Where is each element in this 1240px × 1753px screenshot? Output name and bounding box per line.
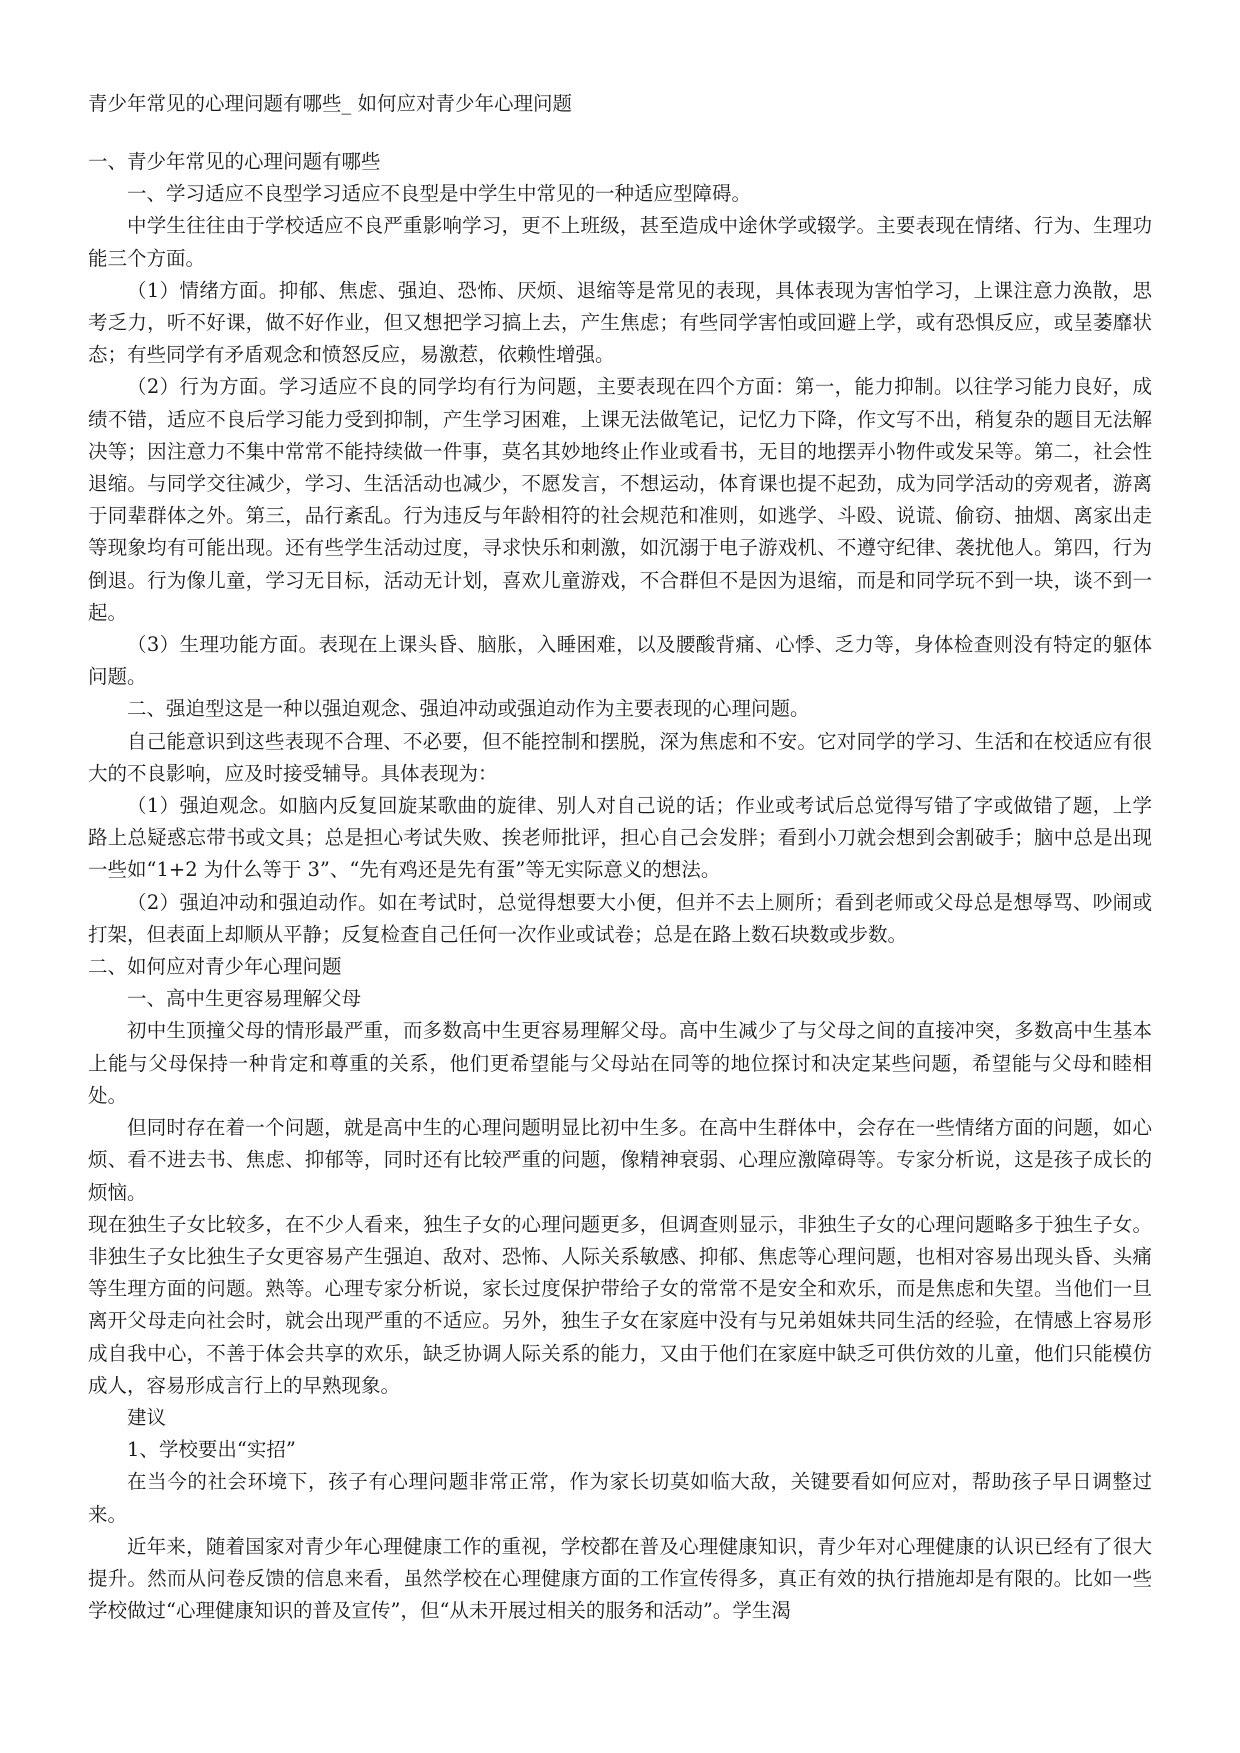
document-body (88, 146, 1152, 1627)
paragraph: 建议 (127, 1405, 167, 1429)
paragraph: 但同时存在着一个问题，就是高中生的心理问题明显比初中生多。在高中生群体中，会存在一些情绪方面的问题，如心烦、看不进去书、焦虑、抑郁等，同时还有比较严重的问题，像精神衰弱、心理应激障碍等。专家分析说，这是孩子成长的烦恼。 (88, 1116, 1152, 1204)
paragraph: （2）行为方面。学习适应不良的同学均有行为问题，主要表现在四个方面：第一，能力抑制。以往学习能力良好，成绩不错，适应不良后学习能力受到抑制，产生学习困难，上课无法做笔记，记忆力下降，作文写不出，稍复杂的题目无法解决等；因注意力不集中常常不能持续做一件事，莫名其妙地终止作业或看书，无目的地摆弄小物件或发呆等。第二，社会性退缩。与同学交往减少，学习、生活活动也减少，不愿发言，不想运动，体育课也提不起劲，成为同学活动的旁观者，游离于同辈群体之外。第三，品行紊乱。行为违反与年龄相符的社会规范和准则，如逃学、斗殴、说谎、偷窃、抽烟、离家出走等现象均有可能出现。还有些学生活动过度，寻求快乐和刺激，如沉溺于电子游戏机、不遵守纪律、袭扰他人。第四，行为倒退。行为像儿童，学习无目标，活动无计划，喜欢儿童游戏，不合群但不是因为退缩，而是和同学玩不到一块，谈不到一起。 (88, 375, 1152, 624)
paragraph: （1）情绪方面。抑郁、焦虑、强迫、恐怖、厌烦、退缩等是常见的表现，具体表现为害怕学习，上课注意力涣散，思考乏力，听不好课，做不好作业，但又想把学习搞上去，产生焦虑；有些同学害怕或回避上学，或有恐惧反应，或呈萎靡状态；有些同学有矛盾观念和愤怒反应，易激惹，依赖性增强。 (88, 278, 1152, 367)
paragraph: 二、如何应对青少年心理问题 (88, 955, 342, 979)
paragraph: 初中生顶撞父母的情形最严重，而多数高中生更容易理解父母。高中生减少了与父母之间的直接冲突，多数高中生基本上能与父母保持一种肯定和尊重的关系，他们更希望能与父母站在同等的地位探讨和决定某些问题，希望能与父母和睦相处。 (88, 1019, 1152, 1107)
document-page (88, 86, 1152, 1627)
paragraph: （1）强迫观念。如脑内反复回旋某歌曲的旋律、别人对自己说的话；作业或考试后总觉得写错了字或做错了题，上学路上总疑惑忘带书或文具；总是担心考试失败、挨老师批评，担心自己会发胖；看到小刀就会想到会割破手；脑中总是出现一些如“1+2 为什么等于 3”、“先有鸡还是先有蛋”等无实际意义的想法。 (88, 794, 1152, 882)
paragraph: 1、学校要出“实招” (127, 1438, 296, 1462)
paragraph: （3）生理功能方面。表现在上课头昏、脑胀，入睡困难，以及腰酸背痛、心悸、乏力等，身体检查则没有特定的躯体问题。 (88, 633, 1152, 689)
paragraph: 二、强迫型这是一种以强迫观念、强迫冲动或强迫动作为主要表现的心理问题。 (127, 697, 810, 721)
paragraph: （2）强迫冲动和强迫动作。如在考试时，总觉得想要大小便，但并不去上厕所；看到老师或父母总是想辱骂、吵闹或打架，但表面上却顺从平静；反复检查自己任何一次作业或试卷；总是在路上数石块数或步数。 (88, 890, 1152, 946)
paragraph: 自己能意识到这些表现不合理、不必要，但不能控制和摆脱，深为焦虑和不安。它对同学的学习、生活和在校适应有很大的不良影响，应及时接受辅导。具体表现为： (88, 729, 1152, 785)
paragraph: 一、高中生更容易理解父母 (127, 987, 362, 1011)
paragraph: 一、学习适应不良型学习适应不良型是中学生中常见的一种适应型障碍。 (127, 182, 752, 206)
paragraph: 近年来，随着国家对青少年心理健康工作的重视，学校都在普及心理健康知识，青少年对心理健康的认识已经有了很大提升。然而从问卷反馈的信息来看，虽然学校在心理健康方面的工作宣传得多，真正有效的执行措施却是有限的。比如一些学校做过“心理健康知识的普及宣传”，但“从未开展过相关的服务和活动”。学生渴 (88, 1534, 1152, 1623)
paragraph: 中学生往往由于学校适应不良严重影响学习，更不上班级，甚至造成中途休学或辍学。主要表现在情绪、行为、生理功能三个方面。 (88, 214, 1152, 270)
paragraph: 在当今的社会环境下，孩子有心理问题非常正常，作为家长切莫如临大敌，关键要看如何应对，帮助孩子早日调整过来。 (88, 1470, 1152, 1526)
document-title: 青少年常见的心理问题有哪些_ 如何应对青少年心理问题 (88, 92, 572, 115)
paragraph: 现在独生子女比较多，在不少人看来，独生子女的心理问题更多，但调查则显示，非独生子女的心理问题略多于独生子女。非独生子女比独生子女更容易产生强迫、敌对、恐怖、人际关系敏感、抑郁、焦虑等心理问题，也相对容易出现头昏、头痛等生理方面的问题。熟等。心理专家分析说，家长过度保护带给子女的常常不是安全和欢乐，而是焦虑和失望。当他们一旦离开父母走向社会时，就会出现严重的不适应。另外，独生子女在家庭中没有与兄弟姐妹共同生活的经验，在情感上容易形成自我中心，不善于体会共享的欢乐，缺乏协调人际关系的能力，又由于他们在家庭中缺乏可供仿效的儿童，他们只能模仿成人，容易形成言行上的早熟现象。 (88, 1212, 1152, 1397)
paragraph: 一、青少年常见的心理问题有哪些 (88, 150, 381, 173)
